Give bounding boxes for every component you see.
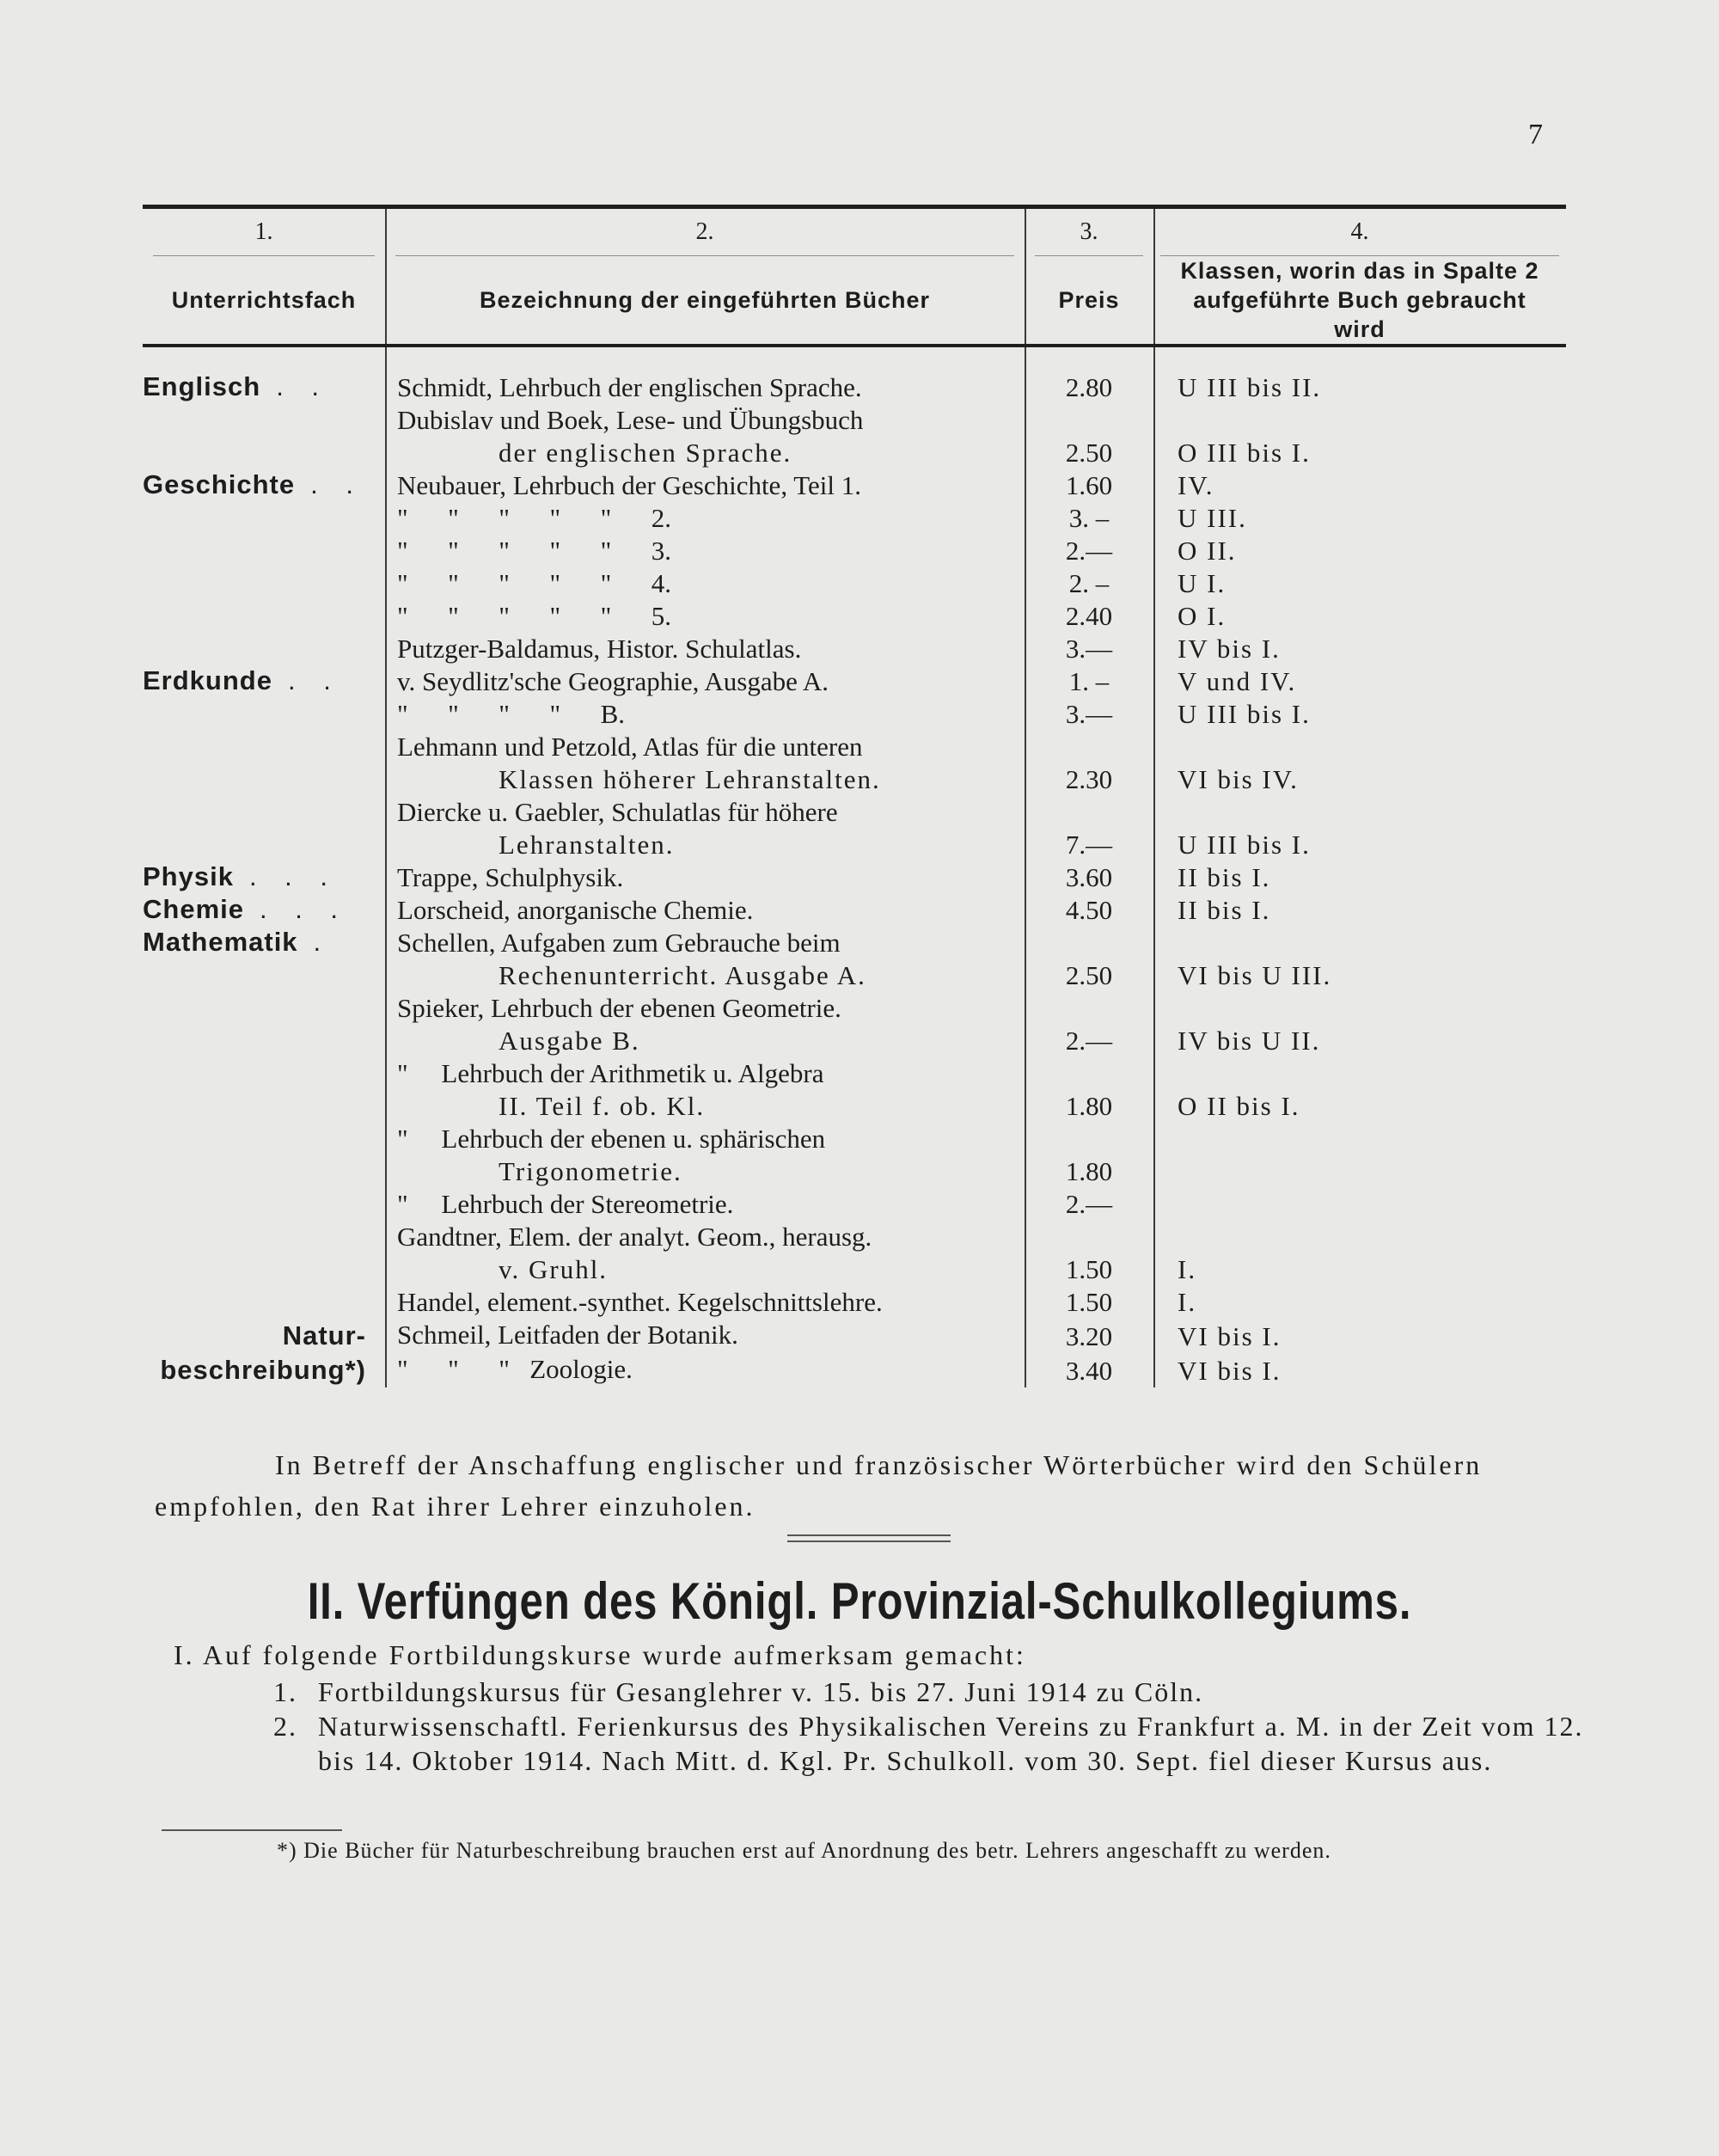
- book-title-continued: Ausgabe B.: [499, 1026, 640, 1056]
- subject-cell: [143, 698, 385, 731]
- classes-cell: O II.: [1178, 536, 1237, 566]
- classes-cell: U III bis I.: [1178, 830, 1311, 860]
- table-body: [143, 347, 1566, 1387]
- book-cell: [385, 502, 1025, 535]
- col-number: 4.: [1160, 209, 1559, 256]
- book-cell: [385, 469, 1025, 502]
- book-cell: [385, 861, 1025, 894]
- price-cell: 3.40: [1065, 1356, 1113, 1386]
- book-cell: [385, 600, 1025, 633]
- book-title: " Lehrbuch der Stereometrie.: [397, 1189, 734, 1219]
- price-cell: 3.—: [1065, 634, 1113, 664]
- book-title: Putzger-Baldamus, Histor. Schulatlas.: [397, 634, 802, 664]
- classes-cell: U III.: [1178, 503, 1247, 533]
- classes-cell: O I.: [1178, 601, 1227, 631]
- classes-cell: I.: [1178, 1287, 1197, 1317]
- subject-cell: [143, 1221, 385, 1286]
- subject-cell: [143, 1319, 385, 1353]
- subject-cell: [143, 665, 385, 698]
- price-cell: 2.40: [1065, 601, 1113, 631]
- book-title: Schmeil, Leitfaden der Botanik.: [397, 1320, 738, 1350]
- subject-cell: [143, 1057, 385, 1123]
- book-title: " " " " " 3.: [397, 536, 672, 566]
- book-title: " " " " " 2.: [397, 503, 672, 533]
- classes-cell: U III bis II.: [1178, 372, 1322, 402]
- book-cell: [385, 894, 1025, 927]
- subject-cell: [143, 894, 385, 927]
- note-paragraph: [155, 1444, 1581, 1527]
- classes-cell: VI bis I.: [1178, 1356, 1282, 1386]
- subject-cell: [143, 796, 385, 861]
- col-number: 2.: [395, 209, 1014, 256]
- subject-label: Physik: [143, 861, 234, 891]
- book-title: " " " " " 5.: [397, 601, 672, 631]
- book-cell: [385, 1221, 1025, 1286]
- divider-line: [787, 1540, 951, 1542]
- leader-dots: . .: [276, 371, 330, 401]
- list-text: Fortbildungskursus für Gesanglehrer v. 15. bis 27. Juni 1914 zu Cöln.: [318, 1676, 1204, 1707]
- price-cell: 1.50: [1065, 1287, 1113, 1317]
- book-cell: [385, 535, 1025, 567]
- col-header-subject: Unterrichtsfach: [171, 287, 357, 313]
- page-number: 7: [1528, 119, 1543, 150]
- classes-cell: II bis I.: [1178, 895, 1271, 925]
- col-header-price: Preis: [1058, 287, 1120, 313]
- price-cell: 1.50: [1065, 1254, 1113, 1284]
- price-cell: 2.—: [1065, 1189, 1113, 1219]
- book-table: [143, 205, 1566, 1387]
- book-cell: [385, 796, 1025, 861]
- list-number: 2.: [273, 1711, 297, 1742]
- book-title: Diercke u. Gaebler, Schulatlas für höhere: [397, 797, 838, 827]
- subject-label: Mathematik: [143, 927, 298, 957]
- book-title: Spieker, Lehrbuch der ebenen Geometrie.: [397, 993, 841, 1023]
- price-cell: 3.20: [1065, 1321, 1113, 1351]
- header-col-1: [143, 209, 385, 344]
- classes-cell: IV.: [1178, 470, 1214, 500]
- subject-label: Geschichte: [143, 469, 296, 499]
- classes-cell: VI bis I.: [1178, 1321, 1282, 1351]
- subject-cell: [143, 1353, 385, 1387]
- book-title: Schellen, Aufgaben zum Gebrauche beim: [397, 928, 841, 958]
- price-cell: 7.—: [1065, 830, 1113, 860]
- classes-cell: U III bis I.: [1178, 699, 1311, 729]
- subject-cell: [143, 404, 385, 469]
- footnote: *) Die Bücher für Naturbeschreibung brauchen erst auf Anordnung des betr. Lehrers angeschafft zu werden.: [277, 1838, 1331, 1863]
- book-cell: [385, 567, 1025, 600]
- book-title-continued: v. Gruhl.: [499, 1254, 609, 1284]
- price-cell: 2.—: [1065, 536, 1113, 566]
- price-cell: 1.80: [1065, 1156, 1113, 1186]
- footnote-rule: [162, 1829, 342, 1831]
- leader-dots: . .: [287, 665, 341, 695]
- list-text: Naturwissenschaftl. Ferienkursus des Physikalischen Vereins zu Frankfurt a. M. in der Zeit vom 12. bis 14. Oktober 1914. Nach Mitt. d. Kgl. Pr. Schulkoll. vom 30. Sept. fiel dieser Kursus aus.: [318, 1711, 1584, 1776]
- book-cell: [385, 1057, 1025, 1123]
- classes-cell: IV bis I.: [1178, 634, 1281, 664]
- book-cell: [385, 1286, 1025, 1319]
- subject-cell: [143, 633, 385, 665]
- list-item: [273, 1709, 1588, 1778]
- book-cell: [385, 1353, 1025, 1387]
- book-title: " " " " " 4.: [397, 568, 672, 598]
- leader-dots: . . .: [248, 861, 339, 891]
- book-title: " Lehrbuch der ebenen u. sphärischen: [397, 1124, 826, 1154]
- book-cell: [385, 698, 1025, 731]
- book-cell: [385, 1319, 1025, 1353]
- col-header-books: Bezeichnung der eingeführten Bücher: [479, 287, 931, 313]
- book-title: " " " " B.: [397, 699, 626, 729]
- list-item: [273, 1675, 1588, 1709]
- book-cell: [385, 1188, 1025, 1221]
- book-title-continued: der englischen Sprache.: [499, 438, 792, 468]
- section-heading: II. Verfüngen des Königl. Provinzial-Schulkollegiums.: [307, 1572, 1412, 1630]
- book-cell: [385, 665, 1025, 698]
- classes-cell: II bis I.: [1178, 862, 1271, 892]
- book-title: v. Seydlitz'sche Geographie, Ausgabe A.: [397, 666, 829, 696]
- subject-cell: [143, 861, 385, 894]
- price-cell: 4.50: [1065, 895, 1113, 925]
- subject-cell: [143, 731, 385, 796]
- price-cell: 2.50: [1065, 438, 1113, 468]
- classes-cell: O III bis I.: [1178, 438, 1311, 468]
- price-cell: 2.—: [1065, 1026, 1113, 1056]
- leader-dots: .: [313, 927, 332, 957]
- header-col-2: [385, 209, 1025, 344]
- price-cell: 2. –: [1068, 568, 1110, 598]
- course-list: [273, 1675, 1588, 1778]
- classes-cell: I.: [1178, 1254, 1197, 1284]
- price-cell: 2.80: [1065, 372, 1113, 402]
- book-title-continued: Rechenunterricht. Ausgabe A.: [499, 960, 866, 990]
- price-cell: 1. –: [1068, 666, 1110, 696]
- book-cell: [385, 633, 1025, 665]
- book-title-continued: II. Teil f. ob. Kl.: [499, 1091, 706, 1121]
- note-text: In Betreff der Anschaffung englischer und französischer Wörterbücher wird den Schülern empfohlen, den Rat ihrer Lehrer einzuholen.: [155, 1449, 1483, 1522]
- subject-cell: [143, 992, 385, 1057]
- list-number: 1.: [273, 1676, 297, 1707]
- book-cell: [385, 1123, 1025, 1188]
- book-title: Handel, element.-synthet. Kegelschnittslehre.: [397, 1287, 883, 1317]
- price-cell: 1.60: [1065, 470, 1113, 500]
- book-title: Dubislav und Boek, Lese- und Übungsbuch: [397, 405, 864, 435]
- subject-cell: [143, 1188, 385, 1221]
- book-cell: [385, 371, 1025, 404]
- book-cell: [385, 927, 1025, 992]
- table-header: [143, 209, 1566, 344]
- subject-cell: [143, 1123, 385, 1188]
- classes-cell: [1153, 1123, 1566, 1188]
- subject-label: Chemie: [143, 894, 244, 924]
- price-cell: 2.50: [1065, 960, 1113, 990]
- book-title: Neubauer, Lehrbuch der Geschichte, Teil 1.: [397, 470, 862, 500]
- book-title: " " " Zoologie.: [397, 1354, 633, 1384]
- leader-dots: . . .: [259, 894, 349, 924]
- book-cell: [385, 731, 1025, 796]
- book-title: Gandtner, Elem. der analyt. Geom., herausg.: [397, 1222, 872, 1252]
- col-header-classes: Klassen, worin das in Spalte 2 aufgeführte Buch gebraucht wird: [1180, 258, 1539, 342]
- subject-cell: [143, 567, 385, 600]
- col-number: 3.: [1035, 209, 1143, 256]
- header-col-3: [1025, 209, 1153, 344]
- subject-cell: [143, 502, 385, 535]
- subject-label: beschreibung*): [160, 1355, 366, 1385]
- subject-cell: [143, 535, 385, 567]
- book-cell: [385, 404, 1025, 469]
- book-cell: [385, 992, 1025, 1057]
- subject-label: Natur-: [282, 1320, 366, 1351]
- subject-label: Englisch: [143, 371, 261, 401]
- book-title: " Lehrbuch der Arithmetik u. Algebra: [397, 1058, 824, 1088]
- classes-cell: O II bis I.: [1178, 1091, 1300, 1121]
- classes-cell: U I.: [1178, 568, 1227, 598]
- leader-dots: . .: [310, 469, 364, 499]
- intro-text: I. Auf folgende Fortbildungskurse wurde aufmerksam gemacht:: [174, 1639, 1026, 1670]
- subject-cell: [143, 927, 385, 992]
- classes-cell: IV bis U II.: [1178, 1026, 1321, 1056]
- header-col-4: [1153, 209, 1566, 344]
- price-cell: 1.80: [1065, 1091, 1113, 1121]
- subject-cell: [143, 371, 385, 404]
- book-title-continued: Klassen höherer Lehranstalten.: [499, 764, 881, 794]
- price-cell: 3.60: [1065, 862, 1113, 892]
- classes-cell: [1153, 1188, 1566, 1221]
- classes-cell: V und IV.: [1178, 666, 1297, 696]
- subject-label: Erdkunde: [143, 665, 272, 695]
- subject-cell: [143, 469, 385, 502]
- classes-cell: VI bis IV.: [1178, 764, 1299, 794]
- book-title-continued: Trigonometrie.: [499, 1156, 682, 1186]
- book-title: Lorscheid, anorganische Chemie.: [397, 895, 754, 925]
- price-cell: 3. –: [1068, 503, 1110, 533]
- book-title: Trappe, Schulphysik.: [397, 862, 624, 892]
- col-number: 1.: [153, 209, 375, 256]
- subject-cell: [143, 600, 385, 633]
- book-title: Lehmann und Petzold, Atlas für die unteren: [397, 732, 863, 762]
- subject-cell: [143, 1286, 385, 1319]
- book-title-continued: Lehranstalten.: [499, 830, 675, 860]
- price-cell: 3.—: [1065, 699, 1113, 729]
- book-title: Schmidt, Lehrbuch der englischen Sprache.: [397, 372, 862, 402]
- price-cell: 2.30: [1065, 764, 1113, 794]
- classes-cell: VI bis U III.: [1178, 960, 1332, 990]
- divider-line: [787, 1534, 951, 1536]
